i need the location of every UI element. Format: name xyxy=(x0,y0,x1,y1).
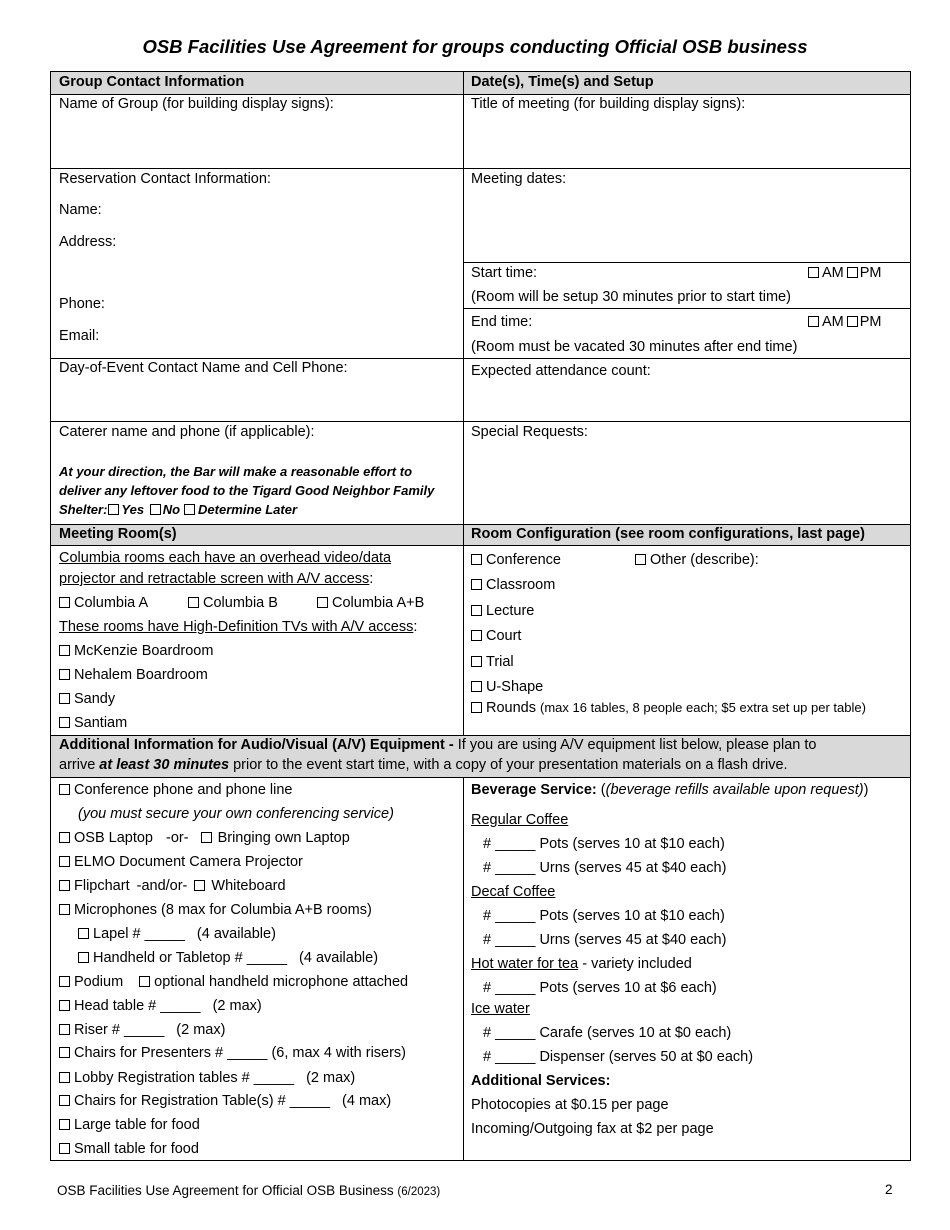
leftover-no-checkbox[interactable] xyxy=(150,504,161,515)
columbia-desc-colon: : xyxy=(369,571,374,587)
trial-checkbox[interactable] xyxy=(471,656,482,667)
lapel-label: Lapel # _____ xyxy=(93,926,185,942)
start-pm-label: PM xyxy=(859,265,882,281)
config-ushape[interactable] xyxy=(471,678,543,696)
lobby-tables-label: Lobby Registration tables # _____ xyxy=(74,1070,295,1086)
av-podium[interactable] xyxy=(59,973,408,991)
room-mckenzie[interactable] xyxy=(59,642,213,660)
columbia-b-label: Columbia B xyxy=(203,595,278,611)
av-riser[interactable] xyxy=(59,1021,225,1039)
own-laptop-label: Bringing own Laptop xyxy=(217,830,350,846)
beverage-note: (beverage refills available upon request) xyxy=(605,782,864,798)
av-small-table[interactable] xyxy=(59,1140,199,1158)
conf-phone-checkbox[interactable] xyxy=(59,784,70,795)
av-header-line1 xyxy=(59,736,816,754)
av-conf-note: (you must secure your own conferencing service) xyxy=(78,806,394,822)
other-label: Other (describe): xyxy=(650,552,759,568)
decaf-heading: Decaf Coffee xyxy=(471,884,556,900)
court-checkbox[interactable] xyxy=(471,630,482,641)
attendance-label: Expected attendance count: xyxy=(471,363,651,379)
flipchart-andor: -and/or- xyxy=(136,878,188,894)
start-time-note: (Room will be setup 30 minutes prior to start time) xyxy=(471,289,791,305)
flipchart-checkbox[interactable] xyxy=(59,880,70,891)
santiam-label: Santiam xyxy=(74,715,128,731)
sandy-label: Sandy xyxy=(74,691,116,707)
av-large-table[interactable] xyxy=(59,1116,200,1134)
lobby-tables-checkbox[interactable] xyxy=(59,1072,70,1083)
end-ampm xyxy=(808,313,882,331)
hd-desc-colon: : xyxy=(413,619,418,635)
ushape-checkbox[interactable] xyxy=(471,681,482,692)
end-am-checkbox[interactable] xyxy=(808,316,819,327)
handheld-available: (4 available) xyxy=(299,950,379,966)
santiam-checkbox[interactable] xyxy=(59,717,70,728)
handheld-label: Handheld or Tabletop # _____ xyxy=(93,950,288,966)
day-of-event-contact-label: Day-of-Event Contact Name and Cell Phone: xyxy=(59,360,348,376)
regular-urns: # _____ Urns (serves 45 at $40 each) xyxy=(483,860,727,876)
caterer-label: Caterer name and phone (if applicable): xyxy=(59,424,315,440)
laptop-or: -or- xyxy=(166,830,189,846)
chairs-reg-checkbox[interactable] xyxy=(59,1095,70,1106)
av-handheld[interactable] xyxy=(78,949,378,967)
start-time-label: Start time: xyxy=(471,265,538,281)
large-table-label: Large table for food xyxy=(74,1117,200,1133)
contact-email-label: Email: xyxy=(59,328,100,344)
room-columbia-ab[interactable] xyxy=(317,594,424,612)
av-conf-phone[interactable] xyxy=(59,781,292,799)
group-name-label: Name of Group (for building display signs): xyxy=(59,96,334,112)
columbia-a-label: Columbia A xyxy=(74,595,149,611)
small-table-checkbox[interactable] xyxy=(59,1143,70,1154)
riser-checkbox[interactable] xyxy=(59,1024,70,1035)
room-columbia-b[interactable] xyxy=(188,594,278,612)
footer-title: OSB Facilities Use Agreement for Official OSB Business xyxy=(57,1183,394,1198)
columbia-desc1-text: Columbia rooms each have an overhead video/data xyxy=(59,550,392,566)
meeting-dates-label: Meeting dates: xyxy=(471,171,567,187)
conf-phone-label: Conference phone and phone line xyxy=(74,782,293,798)
room-santiam[interactable] xyxy=(59,714,127,732)
head-table-checkbox[interactable] xyxy=(59,1000,70,1011)
classroom-label: Classroom xyxy=(486,577,556,593)
sandy-checkbox[interactable] xyxy=(59,693,70,704)
columbia-b-checkbox[interactable] xyxy=(188,597,199,608)
chairs-reg-label: Chairs for Registration Table(s) # _____ xyxy=(74,1093,331,1109)
large-table-checkbox[interactable] xyxy=(59,1119,70,1130)
chairs-reg-max: (4 max) xyxy=(342,1093,392,1109)
av-chairs-registration[interactable] xyxy=(59,1092,391,1110)
av-lobby-tables[interactable] xyxy=(59,1069,355,1087)
hot-water-label: Hot water for tea xyxy=(471,956,579,972)
hot-water-pots: # _____ Pots (serves 10 at $6 each) xyxy=(483,980,717,996)
av-header-post: prior to the event start time, with a copy of your presentation materials on a flash drive. xyxy=(233,757,788,773)
av-flipchart[interactable] xyxy=(59,877,286,895)
lapel-available: (4 available) xyxy=(196,926,276,942)
own-laptop-checkbox[interactable] xyxy=(201,832,212,843)
room-config-header: Room Configuration (see room configurations, last page) xyxy=(471,526,865,542)
contact-address-label: Address: xyxy=(59,234,117,250)
end-pm-checkbox[interactable] xyxy=(847,316,858,327)
rounds-note: (max 16 tables, 8 people each; $5 extra set up per table) xyxy=(540,700,866,715)
room-columbia-a[interactable] xyxy=(59,594,148,612)
special-requests-label: Special Requests: xyxy=(471,424,588,440)
columbia-a-checkbox[interactable] xyxy=(59,597,70,608)
footer-date: (6/2023) xyxy=(397,1186,441,1198)
page-number: 2 xyxy=(885,1182,893,1197)
microphones-checkbox[interactable] xyxy=(59,904,70,915)
whiteboard-checkbox[interactable] xyxy=(194,880,205,891)
decaf-pots: # _____ Pots (serves 10 at $10 each) xyxy=(483,908,725,924)
room-sandy[interactable] xyxy=(59,690,115,708)
av-chairs-presenters[interactable] xyxy=(59,1044,406,1062)
rounds-label: Rounds xyxy=(486,700,536,716)
trial-label: Trial xyxy=(486,654,514,670)
ice-dispenser: # _____ Dispenser (serves 50 at $0 each) xyxy=(483,1049,754,1065)
contact-name-label: Name: xyxy=(59,202,102,218)
hd-rooms-desc xyxy=(59,618,417,636)
riser-label: Riser # _____ xyxy=(74,1022,165,1038)
leftover-options xyxy=(59,501,297,519)
dates-times-header: Date(s), Time(s) and Setup xyxy=(471,74,654,90)
riser-max: (2 max) xyxy=(176,1022,226,1038)
lecture-label: Lecture xyxy=(486,603,535,619)
regular-coffee-heading: Regular Coffee xyxy=(471,812,569,828)
small-table-label: Small table for food xyxy=(74,1141,199,1157)
podium-mic-checkbox[interactable] xyxy=(139,976,150,987)
lecture-checkbox[interactable] xyxy=(471,605,482,616)
osb-laptop-checkbox[interactable] xyxy=(59,832,70,843)
start-ampm xyxy=(808,264,882,282)
columbia-ab-checkbox[interactable] xyxy=(317,597,328,608)
end-time-label: End time: xyxy=(471,314,533,330)
end-time-note: (Room must be vacated 30 minutes after end time) xyxy=(471,339,798,355)
contact-phone-label: Phone: xyxy=(59,296,105,312)
beverage-service: Beverage Service: ((beverage refills available upon request)) xyxy=(471,782,869,798)
config-classroom[interactable] xyxy=(471,576,555,594)
leftover-later-label: Determine Later xyxy=(198,502,298,517)
leftover-later-checkbox[interactable] xyxy=(184,504,195,515)
lapel-checkbox[interactable] xyxy=(78,928,89,939)
av-header-line2 xyxy=(59,756,788,774)
decaf-urns: # _____ Urns (serves 45 at $40 each) xyxy=(483,932,727,948)
leftover-note-line1: At your direction, the Bar will make a reasonable effort to xyxy=(59,464,413,479)
footer-text xyxy=(57,1182,440,1201)
hd-desc-text: These rooms have High-Definition TVs with A/V access xyxy=(59,619,414,635)
podium-label: Podium xyxy=(74,974,124,990)
end-pm-label: PM xyxy=(859,314,882,330)
start-pm-checkbox[interactable] xyxy=(847,267,858,278)
head-table-label: Head table # _____ xyxy=(74,998,201,1014)
config-other[interactable] xyxy=(635,551,759,569)
av-lapel[interactable] xyxy=(78,925,276,943)
start-am-label: AM xyxy=(822,265,844,281)
leftover-prefix: Shelter: xyxy=(59,502,108,517)
classroom-checkbox[interactable] xyxy=(471,579,482,590)
fax: Incoming/Outgoing fax at $2 per page xyxy=(471,1121,714,1137)
meeting-title-label: Title of meeting (for building display signs): xyxy=(471,96,746,112)
handheld-checkbox[interactable] xyxy=(78,952,89,963)
av-laptop[interactable] xyxy=(59,829,350,847)
config-rounds[interactable] xyxy=(471,699,866,717)
other-checkbox[interactable] xyxy=(635,554,646,565)
regular-pots: # _____ Pots (serves 10 at $10 each) xyxy=(483,836,725,852)
elmo-checkbox[interactable] xyxy=(59,856,70,867)
conference-checkbox[interactable] xyxy=(471,554,482,565)
mckenzie-checkbox[interactable] xyxy=(59,645,70,656)
whiteboard-label: Whiteboard xyxy=(211,878,286,894)
chairs-presenters-checkbox[interactable] xyxy=(59,1047,70,1058)
leftover-yes-label: Yes xyxy=(121,502,145,517)
av-elmo[interactable] xyxy=(59,853,303,871)
page-title: OSB Facilities Use Agreement for groups conducting Official OSB business xyxy=(142,36,808,57)
ice-carafe: # _____ Carafe (serves 10 at $0 each) xyxy=(483,1025,732,1041)
av-header-bold: Additional Information for Audio/Visual (A/V) Equipment - xyxy=(59,737,454,753)
columbia-desc2-text: projector and retractable screen with A/V access xyxy=(59,571,370,587)
config-trial[interactable] xyxy=(471,653,514,671)
end-am-label: AM xyxy=(822,314,844,330)
chairs-presenters-label: Chairs for Presenters # _____ (6, max 4 with risers) xyxy=(74,1045,407,1061)
config-court[interactable] xyxy=(471,627,521,645)
room-nehalem[interactable] xyxy=(59,666,208,684)
av-head-table[interactable] xyxy=(59,997,262,1015)
av-header-emph: at least 30 minutes xyxy=(99,757,230,773)
leftover-yes-checkbox[interactable] xyxy=(108,504,119,515)
av-header-pre: arrive xyxy=(59,757,96,773)
osb-laptop-label: OSB Laptop xyxy=(74,830,153,846)
head-table-max: (2 max) xyxy=(212,998,262,1014)
microphones-label: Microphones (8 max for Columbia A+B rooms) xyxy=(74,902,372,918)
columbia-desc-line1 xyxy=(59,549,391,567)
leftover-no-label: No xyxy=(162,502,181,517)
photocopies: Photocopies at $0.15 per page xyxy=(471,1097,669,1113)
meeting-rooms-header: Meeting Room(s) xyxy=(59,526,177,542)
config-lecture[interactable] xyxy=(471,602,534,620)
rounds-checkbox[interactable] xyxy=(471,702,482,713)
start-am-checkbox[interactable] xyxy=(808,267,819,278)
conference-label: Conference xyxy=(486,552,561,568)
av-header-rest: If you are using A/V equipment list below, please plan to xyxy=(457,737,817,753)
court-label: Court xyxy=(486,628,522,644)
hot-water-note: - variety included xyxy=(578,956,692,972)
podium-mic-label: optional handheld microphone attached xyxy=(154,974,409,990)
group-contact-header: Group Contact Information xyxy=(59,74,245,90)
config-conference[interactable] xyxy=(471,551,561,569)
beverage-label: Beverage Service: xyxy=(471,782,597,798)
lobby-tables-max: (2 max) xyxy=(306,1070,356,1086)
av-microphones[interactable] xyxy=(59,901,372,919)
leftover-note-line2: deliver any leftover food to the Tigard Good Neighbor Family xyxy=(59,483,435,498)
podium-checkbox[interactable] xyxy=(59,976,70,987)
additional-services-heading: Additional Services: xyxy=(471,1073,611,1089)
nehalem-label: Nehalem Boardroom xyxy=(74,667,208,683)
reservation-contact-label: Reservation Contact Information: xyxy=(59,171,271,187)
elmo-label: ELMO Document Camera Projector xyxy=(74,854,303,870)
ice-water-heading: Ice water xyxy=(471,1001,530,1017)
columbia-desc-line2 xyxy=(59,570,373,588)
mckenzie-label: McKenzie Boardroom xyxy=(74,643,214,659)
ushape-label: U-Shape xyxy=(486,679,544,695)
columbia-ab-label: Columbia A+B xyxy=(332,595,425,611)
nehalem-checkbox[interactable] xyxy=(59,669,70,680)
hot-water-heading xyxy=(471,955,692,973)
flipchart-label: Flipchart xyxy=(74,878,130,894)
